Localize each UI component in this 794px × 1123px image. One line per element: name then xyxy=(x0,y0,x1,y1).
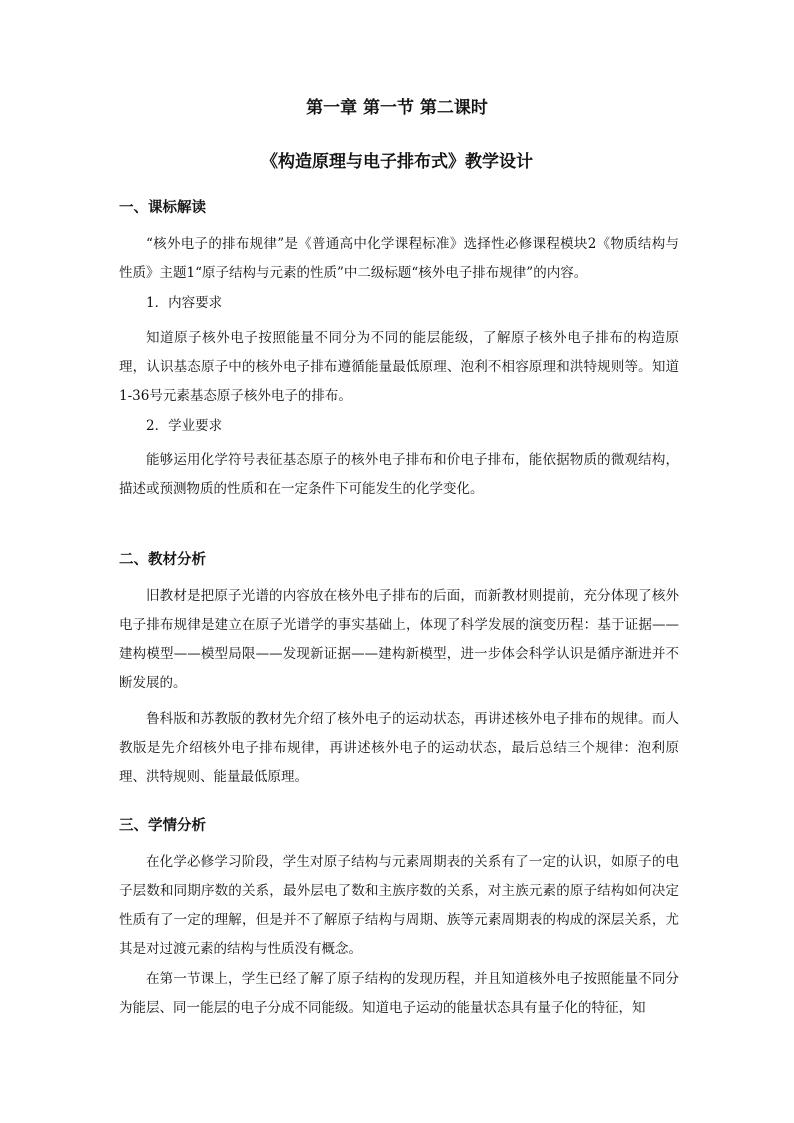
section-heading-textbook-analysis: 二、教材分析 xyxy=(119,551,206,568)
section-paragraph: 鲁科版和苏教版的教材先介绍了核外电子的运动状态，再讲述核外电子排布的规律。而人教版是先介绍核外电子排布规律，再讲述核外电子的运动状态，最后总结三个规律：泡利原理、洪特规则、能量最低原理。 xyxy=(119,711,679,785)
section-heading-student-analysis: 三、学情分析 xyxy=(119,817,206,834)
section-paragraph: 能够运用化学符号表征基态原子的核外电子排布和价电子排布，能依据物质的微观结构，描述或预测物质的性质和在一定条件下可能发生的化学变化。 xyxy=(119,452,679,497)
section-heading-curriculum: 一、课标解读 xyxy=(119,199,206,216)
section-paragraph: 在第一节课上，学生已经了解了原子结构的发现历程，并且知道核外电子按照能量不同分为能层、同一能层的电子分成不同能级。知道电子运动的能量状态具有量子化的特征，知 xyxy=(119,971,679,1016)
subheading-content-requirements: 1．内容要求 xyxy=(146,295,223,311)
section-paragraph: 知道原子核外电子按照能量不同分为不同的能层能级，了解原子核外电子排布的构造原理，认识基态原子中的核外电子排布遵循能量最低原理、泡利不相容原理和洪特规则等。知道1-36号元素基态原子核外电子的排布。 xyxy=(119,330,679,404)
chapter-title: 第一章 第一节 第二课时 xyxy=(306,98,488,118)
subheading-academic-requirements: 2．学业要求 xyxy=(146,418,223,434)
section-paragraph: 旧教材是把原子光谱的内容放在核外电子排布的后面，而新教材则提前，充分体现了核外电子排布规律是建立在原子光谱学的事实基础上，体现了科学发展的演变历程：基于证据——建构模型——模型局限——发现新证据——建构新模型，进一步体会科学认识是循序渐进并不断发展的。 xyxy=(119,588,679,691)
lesson-title: 《构造原理与电子排布式》教学设计 xyxy=(261,152,533,172)
section-paragraph: “核外电子的排布规律”是《普通高中化学课程标准》选择性必修课程模块2《物质结构与性质》主题1“原子结构与元素的性质”中二级标题“核外电子排布规律”的内容。 xyxy=(119,236,679,281)
section-paragraph: 在化学必修学习阶段，学生对原子结构与元素周期表的关系有了一定的认识，如原子的电子层数和同期序数的关系，最外层电了数和主族序数的关系，对主族元素的原子结构如何决定性质有了一定的理解，但是并不了解原子结构与周期、族等元素周期表的构成的深层关系，尤其是对过渡元素的结构与性质没有概念。 xyxy=(119,854,679,957)
